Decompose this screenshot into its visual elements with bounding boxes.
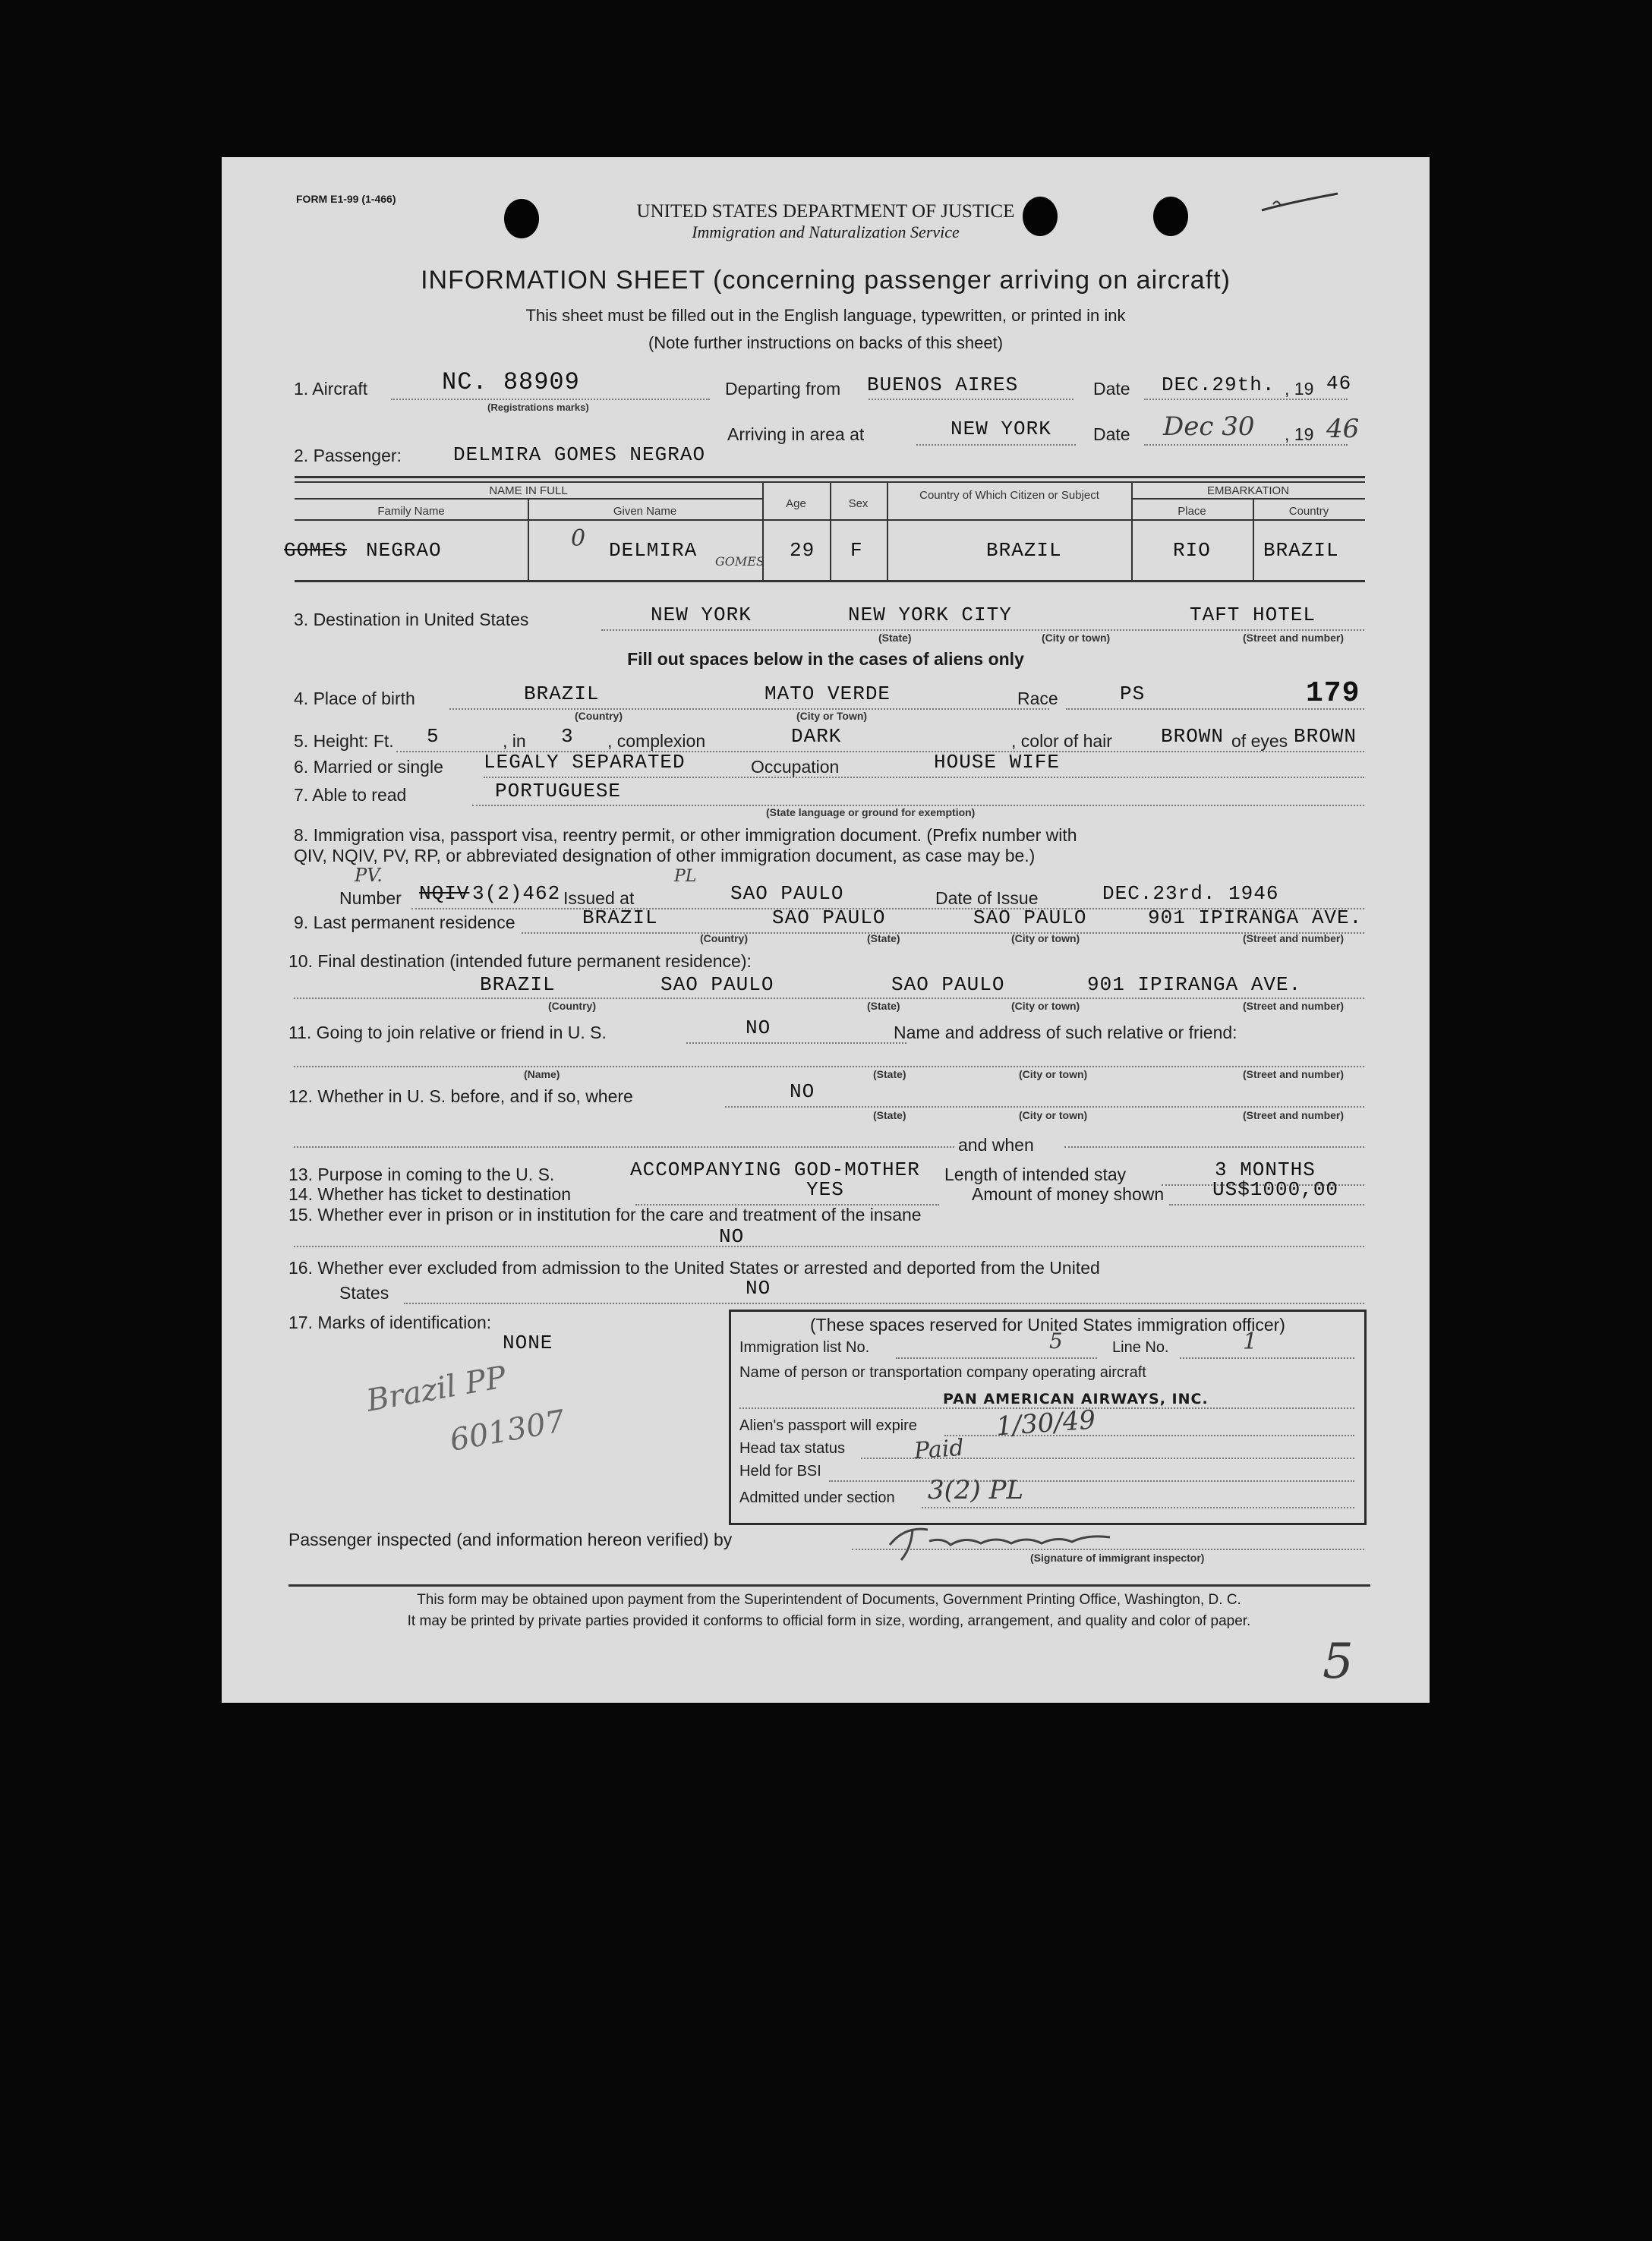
visa-label: 8. Immigration visa, passport visa, reentry permit, or other immigration document. (Prefix number with xyxy=(294,825,1077,845)
excluded-label: States xyxy=(339,1283,389,1303)
table-header: EMBARKATION xyxy=(1206,484,1290,497)
country-value: BRAZIL xyxy=(1263,539,1339,562)
eyes-label: of eyes xyxy=(1231,731,1288,751)
purpose-label: 13. Purpose in coming to the U. S. xyxy=(288,1165,555,1184)
residence-city: SAO PAULO xyxy=(973,906,1087,929)
purpose-value: ACCOMPANYING GOD-MOTHER xyxy=(630,1158,920,1181)
caption: (City or town) xyxy=(1011,932,1080,944)
caption: (Street and number) xyxy=(1243,932,1345,944)
given-name: DELMIRA xyxy=(609,539,698,562)
occupation-label: Occupation xyxy=(751,757,840,777)
caption: (State) xyxy=(878,632,912,644)
passport-note: Brazil PP xyxy=(364,1360,509,1419)
operator-stamp: PAN AMERICAN AIRWAYS, INC. xyxy=(943,1391,1209,1407)
visa-label: QIV, NQIV, PV, RP, or abbreviated designation of other immigration document, as case may be.) xyxy=(294,846,1036,865)
year-prefix: , 19 xyxy=(1285,424,1314,444)
inches-label: , in xyxy=(503,731,526,751)
residence-country: BRAZIL xyxy=(582,906,658,929)
passenger-name: DELMIRA GOMES NEGRAO xyxy=(453,443,706,466)
line-value: 1 xyxy=(1243,1329,1258,1355)
complexion-value: DARK xyxy=(791,725,842,748)
departing-value: BUENOS AIRES xyxy=(867,374,1019,396)
line-label: Line No. xyxy=(1112,1339,1169,1356)
tax-value: Paid xyxy=(913,1434,965,1465)
form-sheet xyxy=(222,157,1430,1703)
table-header: Family Name xyxy=(377,505,445,518)
height-ft: 5 xyxy=(427,725,440,748)
table-header: Age xyxy=(786,497,806,510)
date-label: Date xyxy=(1093,379,1130,399)
footer-text: This form may be obtained upon payment from the Superintendent of Documents, Government Printing Office, Washington, D. C. xyxy=(417,1592,1241,1608)
admitted-value: 3(2) PL xyxy=(928,1475,1024,1505)
departing-date: DEC.29th. xyxy=(1162,374,1275,396)
birthplace-label: 4. Place of birth xyxy=(294,689,415,708)
footer-text: It may be printed by private parties provided it conforms to official form in size, wording, arrangement, and quality and color of paper. xyxy=(407,1613,1251,1629)
caption: (City or town) xyxy=(1042,632,1111,644)
date-label: Date xyxy=(1093,424,1130,444)
ticket-label: 14. Whether has ticket to destination xyxy=(288,1184,572,1204)
destination-street: TAFT HOTEL xyxy=(1190,604,1316,626)
passenger-label: 2. Passenger: xyxy=(294,446,402,465)
arriving-value: NEW YORK xyxy=(951,418,1051,440)
join-relative-label: 11. Going to join relative or friend in U. S. xyxy=(288,1023,607,1042)
date-issue-value: DEC.23rd. 1946 xyxy=(1102,882,1279,905)
list-label: Immigration list No. xyxy=(739,1339,870,1356)
length-value: 3 MONTHS xyxy=(1215,1158,1316,1181)
prison-label: 15. Whether ever in prison or in institution for the care and treatment of the insane xyxy=(288,1205,922,1225)
race-label: Race xyxy=(1017,689,1058,708)
identification-label: 17. Marks of identification: xyxy=(288,1313,492,1332)
given-name-mark: 0 xyxy=(571,525,586,552)
instruction-line: This sheet must be filled out in the English language, typewritten, or printed in ink xyxy=(525,306,1126,325)
caption: (Street and number) xyxy=(1243,632,1345,644)
place-value: RIO xyxy=(1173,539,1211,562)
caption: (Country) xyxy=(700,932,748,944)
given-name-note: GOMES xyxy=(715,554,765,569)
excluded-label: 16. Whether ever excluded from admission to the United States or arrested and deported from the United xyxy=(288,1258,1100,1278)
issued-note: PL xyxy=(674,867,697,886)
number-note: PV. xyxy=(355,865,383,886)
us-before-label: 12. Whether in U. S. before, and if so, where xyxy=(288,1086,633,1106)
departing-year: 46 xyxy=(1326,372,1352,395)
marital-label: 6. Married or single xyxy=(294,757,443,777)
caption: (City or town) xyxy=(1019,1109,1088,1121)
eyes-value: BROWN xyxy=(1294,725,1357,748)
aliens-only-heading: Fill out spaces below in the cases of aliens only xyxy=(627,649,1024,669)
caption: (Street and number) xyxy=(1243,1000,1345,1012)
code-value: 179 xyxy=(1306,677,1360,710)
form-number: FORM E1-99 (1-466) xyxy=(296,193,396,205)
departing-label: Departing from xyxy=(725,379,841,399)
table-header: Place xyxy=(1178,505,1206,518)
residence-label: 9. Last permanent residence xyxy=(294,912,515,932)
caption: (Street and number) xyxy=(1243,1068,1345,1080)
officer-box-heading: (These spaces reserved for United States immigration officer) xyxy=(810,1315,1285,1335)
table-header: Given Name xyxy=(613,505,677,518)
admitted-label: Admitted under section xyxy=(739,1489,895,1506)
form-title: INFORMATION SHEET (concerning passenger arriving on aircraft) xyxy=(421,266,1231,295)
final-country: BRAZIL xyxy=(480,973,556,996)
number-label: Number xyxy=(339,888,402,908)
residence-state: SAO PAULO xyxy=(772,906,886,929)
arriving-date: Dec 30 xyxy=(1163,411,1255,442)
us-before-value: NO xyxy=(790,1080,815,1103)
aircraft-registration: NC. 88909 xyxy=(442,368,580,396)
table-header: NAME IN FULL xyxy=(489,484,568,497)
caption: (State) xyxy=(867,1000,900,1012)
race-value: PS xyxy=(1120,682,1146,705)
height-label: 5. Height: Ft. xyxy=(294,731,394,751)
relative-name-label: Name and address of such relative or friend: xyxy=(894,1023,1237,1042)
department-name: UNITED STATES DEPARTMENT OF JUSTICE xyxy=(636,201,1015,222)
caption: (City or Town) xyxy=(796,710,868,722)
table-header: Country of Which Citizen or Subject xyxy=(919,489,1099,502)
caption: (City or town) xyxy=(1019,1068,1088,1080)
table-header: Sex xyxy=(848,497,869,510)
arriving-year: 46 xyxy=(1326,414,1360,444)
excluded-value: NO xyxy=(746,1277,771,1300)
destination-city: NEW YORK CITY xyxy=(848,604,1012,626)
number-value: 3(2)462 xyxy=(472,882,561,905)
date-issue-label: Date of Issue xyxy=(935,888,1039,908)
length-label: Length of intended stay xyxy=(944,1165,1127,1184)
family-name: NEGRAO xyxy=(366,539,442,562)
when-label: and when xyxy=(958,1135,1034,1155)
page-number: 5 xyxy=(1323,1634,1354,1690)
prison-value: NO xyxy=(719,1225,745,1248)
height-inches: 3 xyxy=(561,725,574,748)
ticket-value: YES xyxy=(806,1178,844,1201)
tax-label: Head tax status xyxy=(739,1440,845,1457)
service-name: Immigration and Naturalization Service xyxy=(692,222,960,241)
table-header: Country xyxy=(1288,505,1329,518)
caption: (Registrations marks) xyxy=(487,402,589,413)
citizen-value: BRAZIL xyxy=(986,539,1062,562)
passport-note: 601307 xyxy=(447,1404,568,1458)
final-state: SAO PAULO xyxy=(660,973,774,996)
residence-street: 901 IPIRANGA AVE. xyxy=(1148,906,1363,929)
read-value: PORTUGUESE xyxy=(495,780,622,802)
occupation-value: HOUSE WIFE xyxy=(934,751,1061,774)
caption: (Name) xyxy=(524,1068,560,1080)
destination-state: NEW YORK xyxy=(651,604,752,626)
read-label: 7. Able to read xyxy=(294,785,407,805)
sex-value: F xyxy=(850,539,863,562)
caption: (Country) xyxy=(548,1000,596,1012)
final-destination-label: 10. Final destination (intended future permanent residence): xyxy=(288,951,752,971)
final-street: 901 IPIRANGA AVE. xyxy=(1087,973,1302,996)
caption: (Street and number) xyxy=(1243,1109,1345,1121)
caption: (State) xyxy=(873,1109,906,1121)
caption: (Country) xyxy=(575,710,623,722)
issued-value: SAO PAULO xyxy=(730,882,844,905)
birth-country: BRAZIL xyxy=(524,682,600,705)
birth-city: MATO VERDE xyxy=(765,682,891,705)
arriving-label: Arriving in area at xyxy=(727,424,865,444)
caption: (State language or ground for exemption) xyxy=(766,806,976,818)
passport-expire-label: Alien's passport will expire xyxy=(739,1417,917,1434)
hair-label: , color of hair xyxy=(1011,731,1112,751)
money-value: US$1000,00 xyxy=(1212,1178,1339,1201)
year-prefix: , 19 xyxy=(1285,379,1314,399)
marital-value: LEGALY SEPARATED xyxy=(484,751,686,774)
identification-value: NONE xyxy=(503,1332,553,1354)
bsi-label: Held for BSI xyxy=(739,1463,821,1480)
join-relative-value: NO xyxy=(746,1016,771,1039)
aircraft-label: 1. Aircraft xyxy=(294,379,368,399)
instruction-line: (Note further instructions on backs of this sheet) xyxy=(648,333,1004,352)
destination-label: 3. Destination in United States xyxy=(294,610,529,629)
inspected-label: Passenger inspected (and information hereon verified) by xyxy=(288,1530,733,1549)
caption: (State) xyxy=(873,1068,906,1080)
operator-label: Name of person or transportation company operating aircraft xyxy=(739,1364,1146,1381)
issued-label: Issued at xyxy=(563,888,635,908)
complexion-label: , complexion xyxy=(607,731,706,751)
passport-expire-value: 1/30/49 xyxy=(995,1404,1097,1442)
number-struck: NQIV xyxy=(419,882,470,905)
caption: (City or town) xyxy=(1011,1000,1080,1012)
hair-value: BROWN xyxy=(1161,725,1225,748)
list-value: 5 xyxy=(1049,1329,1063,1354)
caption: (State) xyxy=(867,932,900,944)
final-city: SAO PAULO xyxy=(891,973,1005,996)
inspector-caption: (Signature of immigrant inspector) xyxy=(1030,1552,1205,1564)
money-label: Amount of money shown xyxy=(972,1184,1165,1204)
family-name-struck: GOMES xyxy=(284,539,348,562)
age-value: 29 xyxy=(790,539,815,562)
